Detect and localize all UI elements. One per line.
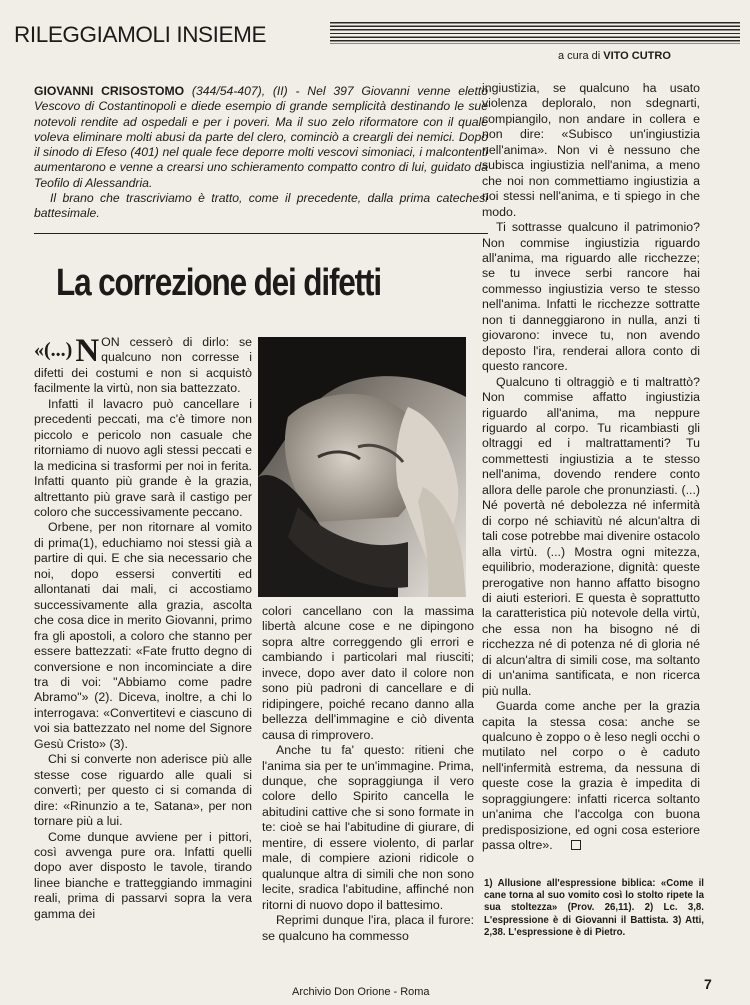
article-title: La correzione dei difetti [56,262,381,304]
curator-prefix: a cura di [558,50,601,62]
footnotes-text: 1) Allusione all'espressione biblica: «Come il cane torna al suo vomito così lo stolto ripete la sua stoltezza» (Prov. 26,11). 2) Lc. 3,8. L'espressione è di Giovanni il Battista. 3) Atti, 2,38. L'espressione è di Pietro. [484,878,704,938]
intro-author: GIOVANNI CRISOSTOMO [34,84,185,98]
drop-cap: N [75,335,100,369]
article-paragraph-last [482,699,700,854]
article-paragraph: colori cancellano con la massima libertà alcune cose e ne dipingono sopra altre correggendo gli errori e cambiando i particolari mal riusciti; invece, dopo aver dato il colore non sono più padroni di cancellare e di ridipingere, poiché recano danno alla bellezza dell'immagine e ciò diventa causa di rimprovero. [262,604,474,742]
article-paragraph: Come dunque avviene per i pittori, così avvenga pure ora. Infatti quelli dopo aver disposto le tavole, tirando linee bianche e tratteggiando immagini reali, prima di passarvi sopra la vera gamma dei [34,829,252,921]
archive-credit: Archivio Don Orione - Roma [292,986,430,998]
intro-note: Il brano che trascriviamo è tratto, come il precedente, dalla prima catechesi battesimale. [34,191,488,221]
paragraph-text: cesserò di dirlo: se qualcuno non corresse i difetti dei costumi e non si acquistò facilmente la virtù, non sia battezzato. [34,335,252,396]
page-number: 7 [704,976,712,992]
quote-opener: «(...) [34,339,73,361]
paragraph-text: Guarda come anche per la grazia capita la stessa cosa: anche se qualcuno è zoppo o è leso negli occhi o mutilato nel corpo o è caduto nell'infermità estrema, da nessuna di queste cose la grazia è impedita di sopraggiungere: infatti ricerca soltanto un'anima che l'accolga con buona predisposizione, ed ogni cosa esteriore passa oltre». [482,699,700,853]
end-mark-icon [571,840,581,850]
curator-credit [558,50,671,62]
article-paragraph: Infatti il lavacro può cancellare i precedenti peccati, ma c'è timore non piccolo e pericolo non casuale che ritorniamo di nuovo agli stessi peccati e la medicina si trasformi per noi in ferita. Infatti quanto più grande è la grazia, altrettanto più grave sarà il castigo per coloro che successivamente peccano. [34,396,252,519]
article-photo [258,337,466,597]
intro-box [34,84,488,234]
article-paragraph: Reprimi dunque l'ira, placa il furore: se qualcuno ha commesso [262,913,474,943]
rubric-title: RILEGGIAMOLI INSIEME [14,22,267,47]
article-paragraph: Ti sottrasse qualcuno il patrimonio? Non commise ingiustizia riguardo all'anima, ma riguardo alle ricchezze; se tu invece serbi rancore hai commesso ingiustizia verso te stesso nell'anima. Infatti le ricchezze sottratte non ti danneggiarono in nulla, anzi ti giovarono: invece tu, non avendo deposto l'ira, renderai allora conto di questo rancore. [482,220,700,374]
rubric-rule-lines [330,22,740,44]
article-paragraph: Orbene, per non ritornare al vomito di prima(1), educhiamo noi stessi già a partire di qui. E che sia necessario che noi, dopo essersi convertiti ed allontanati dai mali, ci accostiamo successivamente alla grazia, ascolta che cosa dice in merito Giovanni, primo fra gli apostoli, a coloro che stanno per essere battezzati: «Fate frutto degno di conversione e non incominciate a dire tra di voi: "Abbiamo come padre Abramo"» (2). Diceva, inoltre, a chi lo interrogava: «Convertitevi e ciascuno di voi sia battezzato nel nome del Signore Gesù Cristo» (3). [34,520,252,751]
lead-smallcaps: ON [101,335,120,349]
article-paragraph: Chi si converte non aderisce più alle stesse cose riguardo alle quali si convertì; per questo ci si comanda di dire: «Rinunzio a te, Satana», per non tornare più a lui. [34,752,252,829]
intro-dates: (344/54-407), (II) [191,84,288,98]
footnotes [484,878,704,939]
curator-name: VITO CUTRO [603,50,671,62]
intro-bio [34,84,488,191]
bearded-man-photo [258,337,466,597]
article-column-3 [482,81,700,877]
article-paragraph [34,335,252,397]
article-column-1 [34,335,252,955]
article-paragraph: ingiustizia, se qualcuno ha usato violenza deploralo, non sdegnarti, compiangilo, non andare in collera e non dire: «Subisco un'ingiustizia nell'anima». Non vi è nessuno che subisca ingiustizia nell'anima, a meno che noi non commettiamo ingiustizia a noi stessi nell'anima, e ti spiego in che modo. [482,81,700,219]
article-paragraph: Qualcuno ti oltraggiò e ti maltrattò? Non commise affatto ingiustizia riguardo all'anima, ma neppure riguardo al corpo. Tu ricambiasti gli oltraggi ed i maltrattamenti? Tu commettesti ingiustizia a te stesso nell'anima, dovendo rendere conto allora delle parole che pronunziasti. (...) Né povertà né debolezza né infermità di corpo né schiavitù né alcun'altra di tali cose potrebbe mai divenire ostacolo alla virtù. (...) Mostra ogni mitezza, equilibrio, moderazione, dignità: queste prerogative non hanno affatto bisogno di aiuti esteriori. E questa è soprattutto la caratteristica più notevole della virtù, che essa non ha bisogno né di ricchezza né di potenza né di gloria né di alcun'altra di simili cose, ma soltanto di un'anima santificata, e non ricerca più nulla. [482,374,700,698]
intro-text: - Nel 397 Giovanni venne eletto Vescovo di Costantinopoli e diede esempio di grande semplicità destinando le sue notevoli rendite ad ospedali e per i poveri. Ma il suo zelo riformatore con il quale voleva eliminare molti abusi da parte del clero, cominciò a creargli dei nemici. Dopo il sinodo di Efeso (401) nel quale fece deporre molti vescovi simoniaci, i malcontenti aumentarono e venne a crearsi uno schieramento compatto contro di lui, guidato da Teofilo di Alessandria. [34,84,489,190]
article-column-2 [262,604,474,956]
article-paragraph: Anche tu fa' questo: ritieni che l'anima sia per te un'immagine. Prima, dunque, che sopraggiunga il vero colore dello Spirito cancella le abitudini cattive che si sono formate in te: cioè se hai l'abitudine di giurare, di mentire, di essere violento, di parlar male, di compiere azioni ridicole o qualunque altra di simili che non sono lecite, sradica l'abitudine, affinché non ritorni di nuovo dopo il battesimo. [262,743,474,912]
